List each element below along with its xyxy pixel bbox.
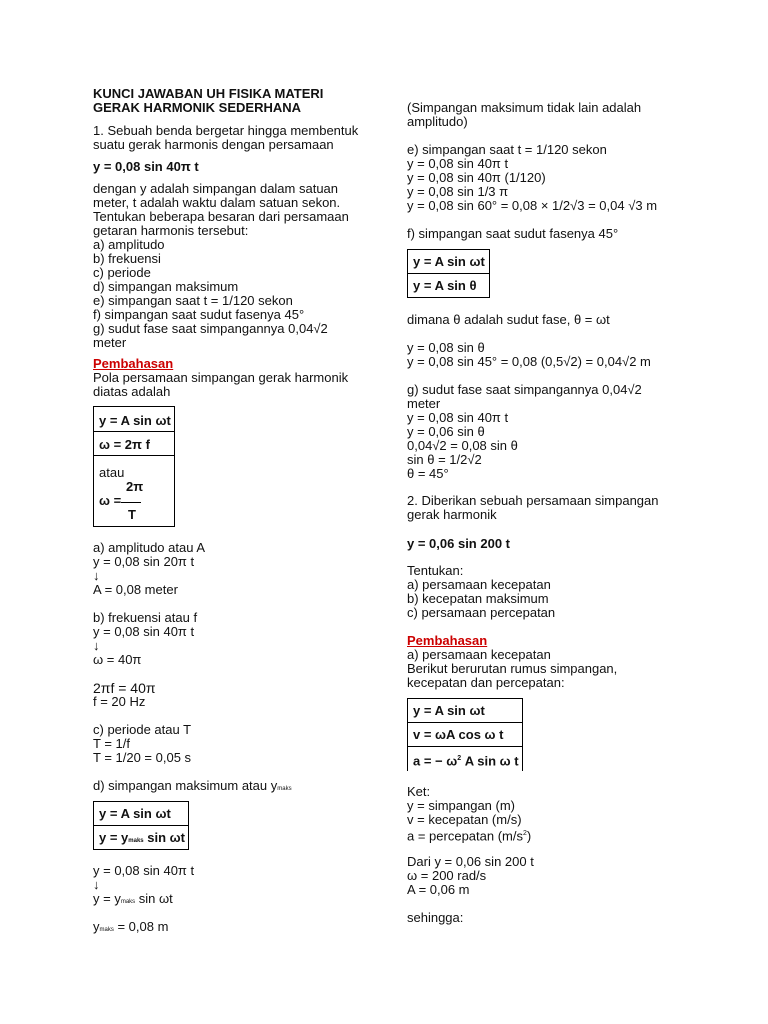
formula-divider <box>94 825 188 826</box>
explanation-line: a) persamaan kecepatan <box>407 647 551 662</box>
answer-line: y = 0,08 sin 40π (1/120) <box>407 170 546 185</box>
answer-line: ω = 40π <box>93 652 142 667</box>
answer-line: y = 0,08 sin 40π t <box>93 624 195 639</box>
formula-row: y = A sin ωt <box>99 413 171 428</box>
answer-line <box>93 920 168 937</box>
answer-line: sehingga: <box>407 910 464 925</box>
list-item: meter <box>93 335 127 350</box>
explanation-line: Berikut berurutan rumus simpangan, <box>407 661 618 676</box>
explanation-line: diatas adalah <box>93 384 171 399</box>
fraction-omega: ω = <box>99 493 122 508</box>
formula-row: y = A sin ωt <box>413 703 485 718</box>
formula-row: v = ωA cos ω t <box>413 727 504 742</box>
superscript: 2 <box>522 830 527 837</box>
keterangan-line: v = kecepatan (m/s) <box>407 812 522 827</box>
description-line: getaran harmonis tersebut: <box>93 223 249 238</box>
answer-text: sin ωt <box>135 891 173 906</box>
explanation-line: (Simpangan maksimum tidak lain adalah <box>407 100 642 115</box>
question2-equation: y = 0,06 sin 200 t <box>407 536 510 551</box>
keterangan-line: y = simpangan (m) <box>407 798 516 813</box>
formula-box <box>93 406 175 527</box>
formula-box <box>407 249 490 298</box>
formula-row <box>99 831 185 848</box>
answer-line: y = 0,08 sin 1/3 π <box>407 184 509 199</box>
keterangan-text: ) <box>526 828 532 844</box>
keterangan-line: Ket: <box>407 784 431 799</box>
description-line: meter, t adalah waktu dalam satuan sekon. <box>93 195 341 210</box>
answer-line: b) frekuensi atau f <box>93 610 198 625</box>
question2-text: gerak harmonik <box>407 507 497 522</box>
task-line: a) persamaan kecepatan <box>407 577 551 592</box>
answer-text: y <box>93 919 100 934</box>
answer-line: c) periode atau T <box>93 722 192 737</box>
question1-equation: y = 0,08 sin 40π t <box>93 159 199 174</box>
answer-line: Dari y = 0,06 sin 200 t <box>407 854 534 869</box>
answer-line: y = 0,08 sin θ <box>407 340 485 355</box>
answer-line: y = 0,08 sin 20π t <box>93 554 195 569</box>
formula-text: sin ωt <box>143 830 185 845</box>
answer-line <box>93 779 292 796</box>
subscript: maks <box>120 899 136 905</box>
formula-text: y = y <box>99 830 129 845</box>
subscript: maks <box>99 927 114 933</box>
superscript: 2 <box>457 755 462 762</box>
answer-line: y = 0,06 sin θ <box>407 424 485 439</box>
description-line: dengan y adalah simpangan dalam satuan <box>93 181 339 196</box>
answer-line: f = 20 Hz <box>93 694 146 709</box>
list-item: e) simpangan saat t = 1/120 sekon <box>93 293 293 308</box>
question2-text: 2. Diberikan sebuah persamaan simpangan <box>407 493 659 508</box>
answer-line: e) simpangan saat t = 1/120 sekon <box>407 142 607 157</box>
answer-line: T = 1/20 = 0,05 s <box>93 750 192 765</box>
formula-box <box>93 801 189 850</box>
subscript: maks <box>277 786 292 792</box>
task-line: Tentukan: <box>407 563 464 578</box>
keterangan-line <box>407 827 531 843</box>
subscript: maks <box>128 838 144 844</box>
question1-text: 1. Sebuah benda bergetar hingga membentuk <box>93 123 359 138</box>
fraction-numerator: 2π <box>126 479 144 494</box>
pembahasan-heading: Pembahasan <box>93 356 174 371</box>
answer-line: y = 0,08 sin 60° = 0,08 × 1/2√3 = 0,04 √3 m <box>407 198 658 213</box>
list-item: f) simpangan saat sudut fasenya 45° <box>93 307 305 322</box>
answer-line: a) amplitudo atau A <box>93 540 206 555</box>
formula-divider <box>408 273 489 274</box>
doc-title-line1: KUNCI JAWABAN UH FISIKA MATERI <box>93 86 324 101</box>
formula-box <box>407 698 523 771</box>
fraction-bar <box>121 502 141 503</box>
arrow-down: ↓ <box>93 568 100 583</box>
answer-line: A = 0,06 m <box>407 882 470 897</box>
formula-divider <box>408 722 522 723</box>
answer-line: ω = 200 rad/s <box>407 868 487 883</box>
answer-text: y = y <box>93 891 121 906</box>
answer-text: = 0,08 m <box>113 919 169 934</box>
formula-text: A sin ω t <box>461 753 519 769</box>
task-line: b) kecepatan maksimum <box>407 591 549 606</box>
arrow-down: ↓ <box>93 638 100 653</box>
formula-divider <box>94 431 174 432</box>
answer-line: y = 0,08 sin 40π t <box>407 410 509 425</box>
explanation-line: dimana θ adalah sudut fase, θ = ωt <box>407 312 610 327</box>
answer-line: y = 0,08 sin 40π t <box>407 156 509 171</box>
explanation-line: amplitudo) <box>407 114 468 129</box>
answer-line: y = 0,08 sin 45° = 0,08 (0,5√2) = 0,04√2 m <box>407 354 651 369</box>
pembahasan-heading: Pembahasan <box>407 633 488 648</box>
keterangan-text: a = percepatan (m/s <box>407 828 523 844</box>
answer-line <box>93 892 173 909</box>
answer-line: T = 1/f <box>93 736 130 751</box>
list-item: b) frekuensi <box>93 251 161 266</box>
doc-title-line2: GERAK HARMONIK SEDERHANA <box>93 100 302 115</box>
answer-line: y = 0,08 sin 40π t <box>93 863 195 878</box>
formula-atau: atau <box>99 465 125 480</box>
formula-row: y = A sin ωt <box>99 806 171 821</box>
list-item: a) amplitudo <box>93 237 165 252</box>
arrow-down: ↓ <box>93 877 100 892</box>
formula-row <box>413 752 519 768</box>
formula-text: a = − ω <box>413 753 458 769</box>
fraction-denominator: T <box>128 507 136 522</box>
answer-line: meter <box>407 396 441 411</box>
formula-row: y = A sin θ <box>413 278 477 293</box>
formula-divider <box>94 455 174 456</box>
task-line: c) persamaan percepatan <box>407 605 556 620</box>
formula-row: y = A sin ωt <box>413 254 485 269</box>
formula-divider <box>408 746 522 747</box>
list-item: g) sudut fase saat simpangannya 0,04√2 <box>93 321 328 336</box>
answer-line: θ = 45° <box>407 466 449 481</box>
answer-line: 2πf = 40π <box>93 680 156 696</box>
formula-row: ω = 2π f <box>99 437 150 452</box>
explanation-line: Pola persamaan simpangan gerak harmonik <box>93 370 349 385</box>
description-line: Tentukan beberapa besaran dari persamaan <box>93 209 349 224</box>
list-item: d) simpangan maksimum <box>93 279 239 294</box>
explanation-line: kecepatan dan percepatan: <box>407 675 565 690</box>
question1-text: suatu gerak harmonis dengan persamaan <box>93 137 334 152</box>
answer-line: g) sudut fase saat simpangannya 0,04√2 <box>407 382 642 397</box>
answer-line: A = 0,08 meter <box>93 582 178 597</box>
answer-text: d) simpangan maksimum atau y <box>93 778 278 793</box>
answer-line: f) simpangan saat sudut fasenya 45° <box>407 226 619 241</box>
answer-line: sin θ = 1/2√2 <box>407 452 482 467</box>
list-item: c) periode <box>93 265 151 280</box>
answer-line: 0,04√2 = 0,08 sin θ <box>407 438 518 453</box>
